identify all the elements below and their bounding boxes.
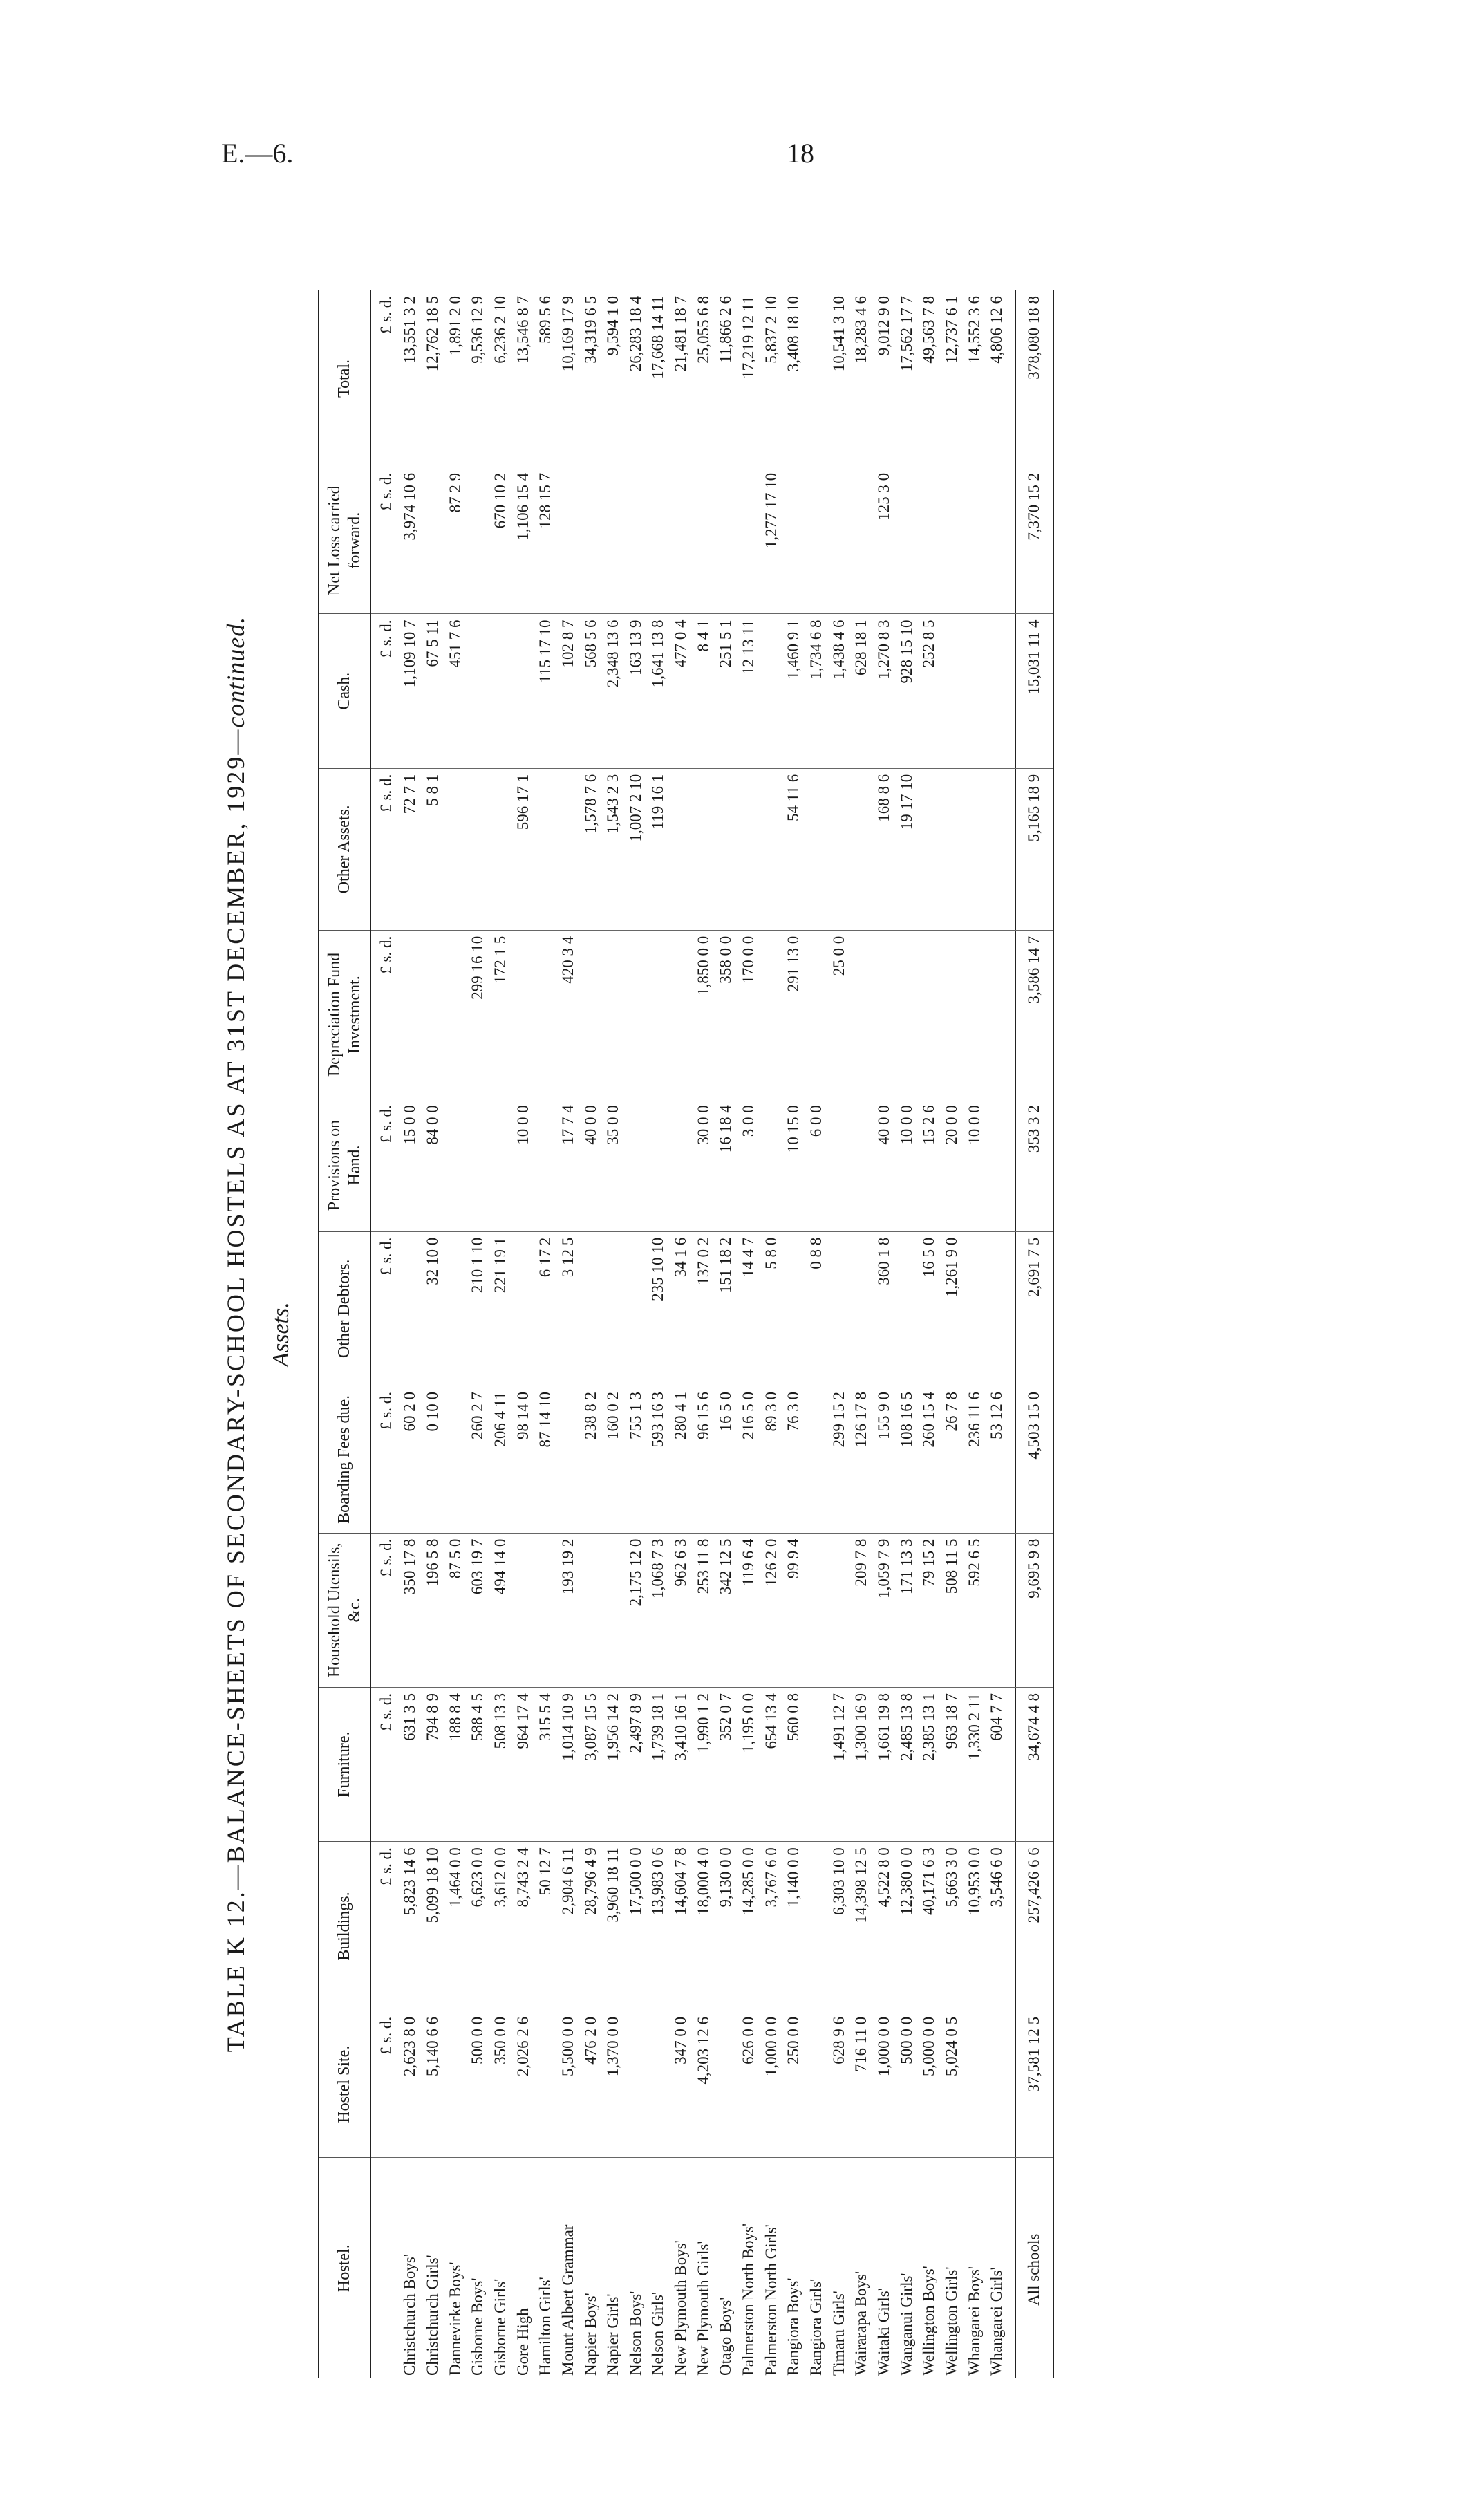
unit-cell: £ s. d.	[370, 1231, 397, 1386]
balance-sheet-table	[318, 290, 1054, 2378]
unit-cell: £ s. d.	[370, 1386, 397, 1534]
net-loss-values: 3,974 10 6 87 2 9 670 10 2 1,106 15 4 128 15 7 1,277 17 10 125 3 0	[397, 467, 1015, 614]
depreciation-fund-values: 299 16 10 172 1 5 420 3 4 1,850 0 0 358 0 0 170 0 0 291 13 0 25 0 0	[397, 930, 1015, 1099]
other-debtors-values: 32 10 0 210 1 10 221 19 1 6 17 2 3 12 5 235 10 10 34 1 6 137 0 2 151 18 2 14 4 7 5 8 0 0 8 8 360 1 8 16 5 0 1,261 9 0	[397, 1231, 1015, 1386]
unit-cell: £ s. d.	[370, 768, 397, 930]
total-cell: 257,426 6 6	[1015, 1842, 1053, 2011]
col-header-other-assets: Other Assets.	[319, 768, 370, 930]
total-cell: 34,674 4 8	[1015, 1687, 1053, 1841]
col-header-net-loss: Net Loss carried forward.	[319, 467, 370, 614]
header-row	[319, 290, 370, 2378]
col-header-buildings: Buildings.	[319, 1842, 370, 2011]
household-utensils-values: 350 17 8 196 5 8 87 5 0 603 19 7 494 14 0 193 19 2 2,175 12 0 1,068 7 3 962 6 3 253 11 8 342 12 5 119 6 4 126 2 0 99 9 4 209 7 8 1,059 7 9 171 13 3 79 15 2 508 11 5 592 6 5	[397, 1533, 1015, 1687]
unit-cell: £ s. d.	[370, 467, 397, 614]
total-values: 13,551 3 2 12,762 18 5 1,891 2 0 9,536 12 9 6,236 2 10 13,546 8 7 589 5 6 10,169 17 9 34,319 6 5 9,594 1 0 26,283 18 4 17,668 14 11 21,481 18 7 25,055 6 8 11,866 2 6 17,219 12 11 5,837 2 10 3,408 18 10 10,541 3 10 18,283 4 6 9,012 9 0 17,562 17 7 49,563 7 8 12,737 6 1 14,552 3 6 4,806 12 6	[397, 290, 1015, 467]
table-title-tail: continued.	[222, 616, 250, 728]
boarding-fees-values: 60 2 0 0 10 0 260 2 7 206 4 11 98 14 0 87 14 10 238 8 2 160 0 2 755 1 3 593 16 3 280 4 1 96 15 6 16 5 0 216 5 0 89 3 0 76 3 0 299 15 2 126 17 8 155 9 0 108 16 5 260 15 4 26 7 8 236 11 6 53 12 6	[397, 1386, 1015, 1534]
table-title	[221, 290, 250, 2378]
total-label: All schools	[1015, 2158, 1053, 2378]
unit-cell	[370, 2158, 397, 2378]
unit-row	[370, 290, 397, 2378]
unit-cell: £ s. d.	[370, 1687, 397, 1841]
buildings-values: 5,823 14 6 5,099 18 10 1,464 0 0 6,623 0 0 3,612 0 0 8,743 2 4 50 12 7 2,904 6 11 28,796 4 9 3,960 18 11 17,500 0 0 13,983 0 6 14,604 7 8 18,000 4 0 9,130 0 0 14,285 0 0 3,767 6 0 1,140 0 0 6,303 10 0 14,398 12 5 4,522 8 0 12,380 0 0 40,171 6 3 5,663 3 0 10,953 0 0 3,546 6 0	[397, 1842, 1015, 2011]
total-cell: 353 3 2	[1015, 1099, 1053, 1231]
col-header-other-debtors: Other Debtors.	[319, 1231, 370, 1386]
table-subtitle: Assets.	[268, 1302, 294, 1367]
total-cell: 9,695 9 8	[1015, 1533, 1053, 1687]
page-reference: E.—6.	[221, 138, 294, 169]
unit-cell: £ s. d.	[370, 614, 397, 768]
total-cell: 378,080 18 8	[1015, 290, 1053, 467]
page-number: 18	[787, 138, 814, 169]
furniture-values: 631 3 5 794 8 9 188 8 4 588 4 5 508 13 3 964 17 4 315 5 4 1,014 10 9 3,087 15 5 1,956 14 2 2,497 8 9 1,739 18 1 3,410 16 1 1,990 1 2 352 0 7 1,195 0 0 654 13 4 560 0 8 1,491 12 7 1,300 16 9 1,661 19 8 2,485 13 8 2,385 13 1 963 18 7 1,330 2 11 604 7 7	[397, 1687, 1015, 1841]
col-header-depreciation-fund: Depreciation Fund Investment.	[319, 930, 370, 1099]
hostel-names-column: Christchurch Boys' Christchurch Girls' Dannevirke Boys' Gisborne Boys' Gisborne Girls' Gore High Hamilton Girls' Mount Albert Grammar Napier Boys' Napier Girls' Nelson Boys' Nelson Girls' New Plymouth Boys' New Plymouth Girls' Otago Boys' Palmerston North Boys' Palmerston North Girls' Rangiora Boys' Rangiora Girls' Timaru Girls' Wairarapa Boys' Waitaki Girls' Wanganui Girls' Wellington Boys' Wellington Girls' Whangarei Boys' Whangarei Girls'	[401, 2223, 1006, 2376]
col-header-total: Total.	[319, 290, 370, 467]
table-title-main: TABLE K 12.—BALANCE-SHEETS OF SECONDARY-SCHOOL HOSTELS AS AT 31ST DECEMBER, 1929—	[222, 727, 250, 2053]
hostel-data-rows	[397, 290, 1015, 2378]
unit-cell: £ s. d.	[370, 930, 397, 1099]
total-cell: 5,165 18 9	[1015, 768, 1053, 930]
col-header-boarding-fees: Boarding Fees due.	[319, 1386, 370, 1534]
other-assets-values: 72 7 1 5 8 1 596 17 1 1,578 7 6 1,543 2 3 1,007 2 10 119 16 1 54 11 6 168 8 6 19 17 10	[397, 768, 1015, 930]
total-cell: 4,503 15 0	[1015, 1386, 1053, 1534]
hostel-site-values: 2,623 8 0 5,140 6 6 500 0 0 350 0 0 2,026 2 6 5,500 0 0 476 2 0 1,370 0 0 347 0 0 4,203 12 6 626 0 0 1,000 0 0 250 0 0 628 9 6 716 11 0 1,000 0 0 500 0 0 5,000 0 0 5,024 0 5	[397, 2011, 1015, 2158]
total-cell: 37,581 12 5	[1015, 2011, 1053, 2158]
col-header-provisions: Provisions on Hand.	[319, 1099, 370, 1231]
unit-cell: £ s. d.	[370, 1842, 397, 2011]
col-header-hostel-site: Hostel Site.	[319, 2011, 370, 2158]
cash-values: 1,109 10 7 67 5 11 451 7 6 115 17 10 102 8 7 568 5 6 2,348 13 6 163 13 9 1,641 13 8 477 0 4 8 4 1 251 5 1 12 13 11 1,460 9 1 1,734 6 8 1,438 4 6 628 18 1 1,270 8 3 928 15 10 252 8 5	[397, 614, 1015, 768]
total-cell: 7,370 15 2	[1015, 467, 1053, 614]
total-cell: 3,586 14 7	[1015, 930, 1053, 1099]
provisions-values: 15 0 0 84 0 0 10 0 0 17 7 4 40 0 0 35 0 0 30 0 0 16 18 4 3 0 0 10 15 0 6 0 0 40 0 0 10 0 0 15 2 6 20 0 0 10 0 0	[397, 1099, 1015, 1231]
total-cell: 2,691 7 5	[1015, 1231, 1053, 1386]
col-header-furniture: Furniture.	[319, 1687, 370, 1841]
unit-cell: £ s. d.	[370, 2011, 397, 2158]
rotated-table-region	[207, 290, 1258, 2378]
col-header-hostel: Hostel.	[319, 2158, 370, 2378]
unit-cell: £ s. d.	[370, 290, 397, 467]
unit-cell: £ s. d.	[370, 1099, 397, 1231]
total-cell: 15,031 11 4	[1015, 614, 1053, 768]
unit-cell: £ s. d.	[370, 1533, 397, 1687]
col-header-household-utensils: Household Utensils, &c.	[319, 1533, 370, 1687]
all-schools-total-row	[1015, 290, 1053, 2378]
col-header-cash: Cash.	[319, 614, 370, 768]
